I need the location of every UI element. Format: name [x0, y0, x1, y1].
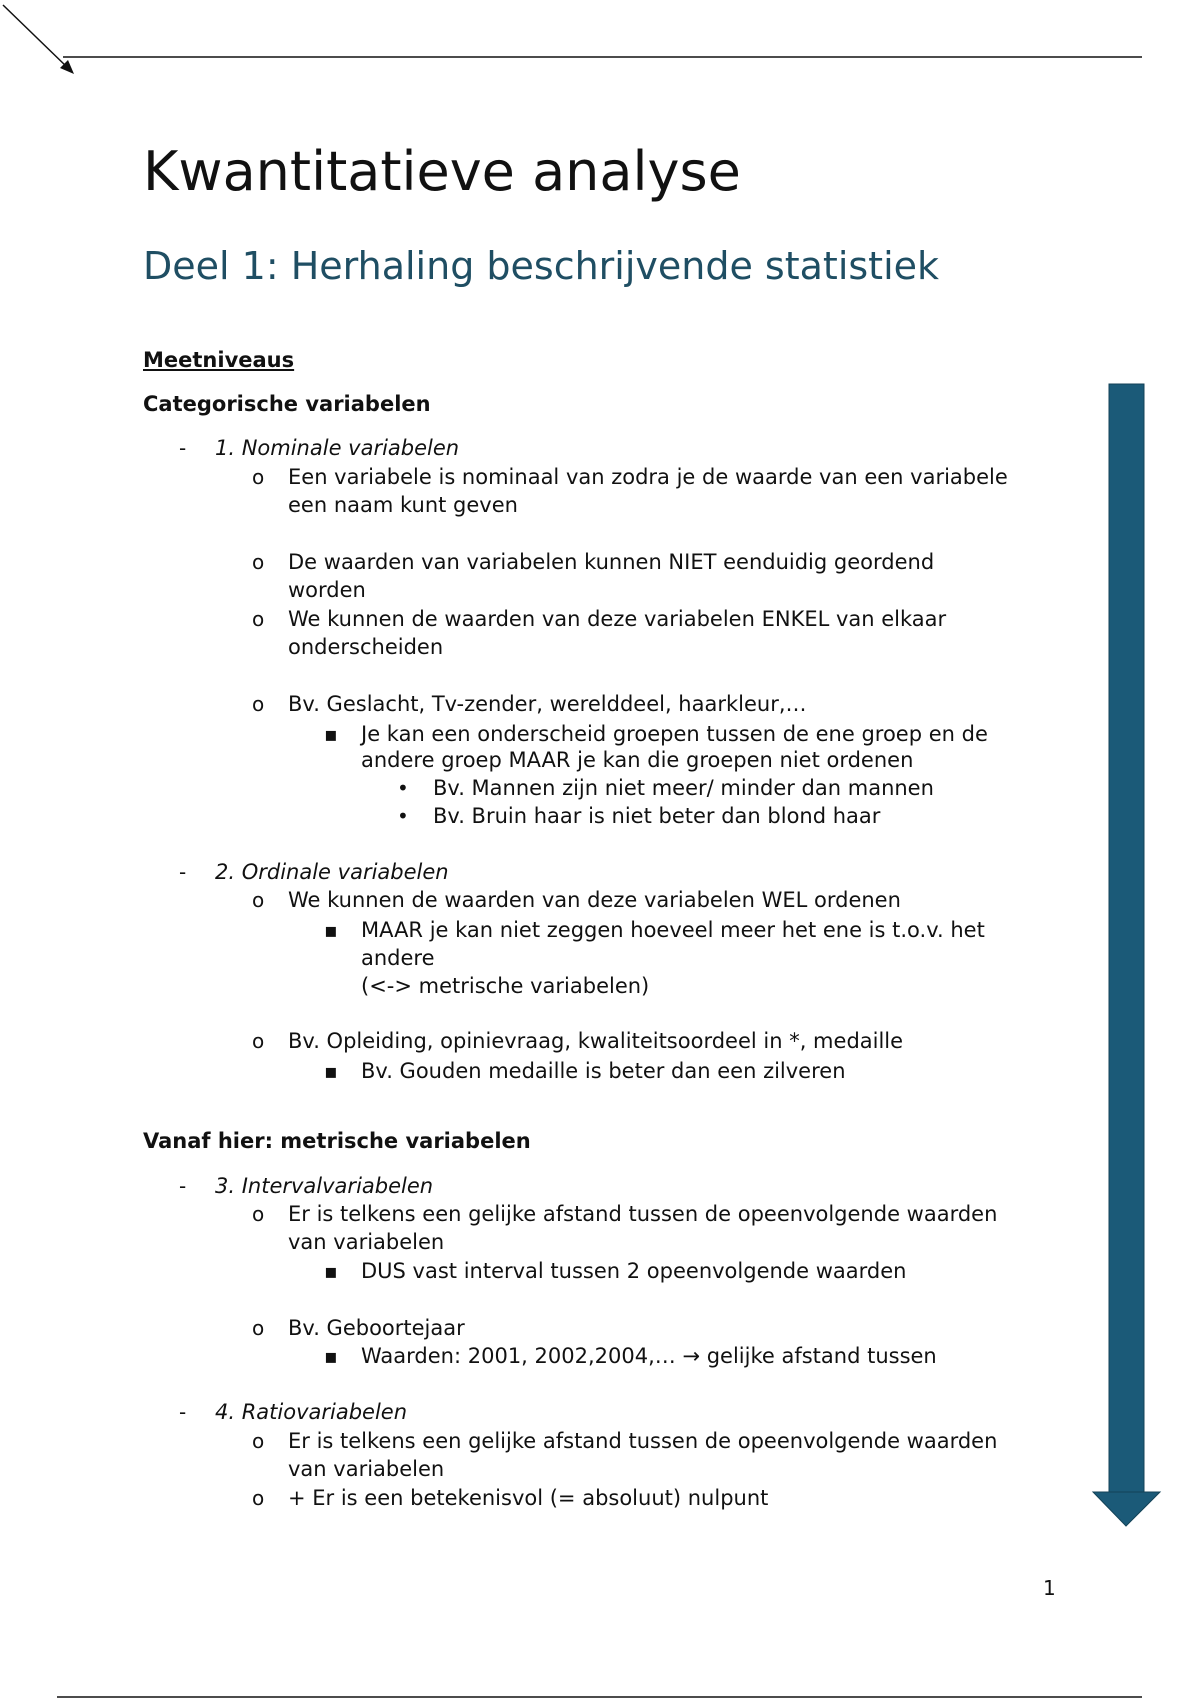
- square-marker: ▪: [324, 1059, 338, 1083]
- square-marker: ▪: [324, 918, 338, 942]
- list-item: Bv. Bruin haar is niet beter dan blond haar: [433, 804, 881, 828]
- dash-marker: -: [179, 1174, 187, 1198]
- list-item: De waarden van variabelen kunnen NIET eenduidig geordend: [288, 550, 935, 574]
- square-marker: ▪: [324, 1259, 338, 1283]
- list-item: Bv. Geslacht, Tv-zender, werelddeel, haarkleur,…: [288, 692, 807, 716]
- circle-marker: o: [252, 465, 265, 489]
- list-item: Bv. Gouden medaille is beter dan een zilveren: [361, 1059, 846, 1083]
- list-item: MAAR je kan niet zeggen hoeveel meer het ene is t.o.v. het: [361, 918, 985, 942]
- list-item: Je kan een onderscheid groepen tussen de ene groep en de: [361, 722, 988, 746]
- dot-marker: •: [397, 804, 409, 828]
- dash-marker: -: [179, 436, 187, 460]
- list-item-heading: 1. Nominale variabelen: [215, 436, 460, 460]
- page-number: 1: [1043, 1576, 1056, 1600]
- dash-marker: -: [179, 860, 187, 884]
- metric-heading: Vanaf hier: metrische variabelen: [143, 1129, 531, 1153]
- list-item: Bv. Opleiding, opinievraag, kwaliteitsoordeel in *, medaille: [288, 1029, 904, 1053]
- section-heading: Meetniveaus: [143, 348, 295, 372]
- dash-marker: -: [179, 1400, 187, 1424]
- list-item: Bv. Geboortejaar: [288, 1316, 465, 1340]
- list-item-continuation: worden: [288, 578, 366, 602]
- circle-marker: o: [252, 1429, 265, 1453]
- list-item-heading: 3. Intervalvariabelen: [215, 1174, 434, 1198]
- circle-marker: o: [252, 1316, 265, 1340]
- circle-marker: o: [252, 1029, 265, 1053]
- list-item-continuation: van variabelen: [288, 1457, 445, 1481]
- list-item-continuation: een naam kunt geven: [288, 493, 518, 517]
- list-item-heading: 2. Ordinale variabelen: [215, 860, 449, 884]
- list-item: We kunnen de waarden van deze variabelen ENKEL van elkaar: [288, 607, 947, 631]
- list-item: DUS vast interval tussen 2 opeenvolgende waarden: [361, 1259, 907, 1283]
- list-item-continuation: (<-> metrische variabelen): [361, 974, 650, 998]
- list-item: Waarden: 2001, 2002,2004,… → gelijke afstand tussen: [361, 1344, 937, 1368]
- list-item: We kunnen de waarden van deze variabelen WEL ordenen: [288, 888, 901, 912]
- list-item-continuation: van variabelen: [288, 1230, 445, 1254]
- list-item: Een variabele is nominaal van zodra je de waarde van een variabele: [288, 465, 1008, 489]
- circle-marker: o: [252, 607, 265, 631]
- circle-marker: o: [252, 692, 265, 716]
- list-item: Er is telkens een gelijke afstand tussen de opeenvolgende waarden: [288, 1202, 998, 1226]
- circle-marker: o: [252, 1486, 265, 1510]
- list-item-continuation: andere groep MAAR je kan die groepen niet ordenen: [361, 748, 914, 772]
- list-item-heading: 4. Ratiovariabelen: [215, 1400, 408, 1424]
- categorical-heading: Categorische variabelen: [143, 392, 431, 416]
- corner-arrow-icon: [3, 5, 74, 74]
- list-item: Bv. Mannen zijn niet meer/ minder dan mannen: [433, 776, 934, 800]
- list-item: + Er is een betekenisvol (= absoluut) nulpunt: [288, 1486, 769, 1510]
- dot-marker: •: [397, 776, 409, 800]
- down-arrow-icon: [1093, 384, 1160, 1526]
- square-marker: ▪: [324, 1344, 338, 1368]
- list-item-continuation: onderscheiden: [288, 635, 444, 659]
- circle-marker: o: [252, 888, 265, 912]
- circle-marker: o: [252, 550, 265, 574]
- list-item: Er is telkens een gelijke afstand tussen de opeenvolgende waarden: [288, 1429, 998, 1453]
- document-subtitle: Deel 1: Herhaling beschrijvende statistiek: [143, 244, 940, 288]
- circle-marker: o: [252, 1202, 265, 1226]
- square-marker: ▪: [324, 722, 338, 746]
- document-title: Kwantitatieve analyse: [143, 140, 741, 203]
- list-item-continuation: andere: [361, 946, 435, 970]
